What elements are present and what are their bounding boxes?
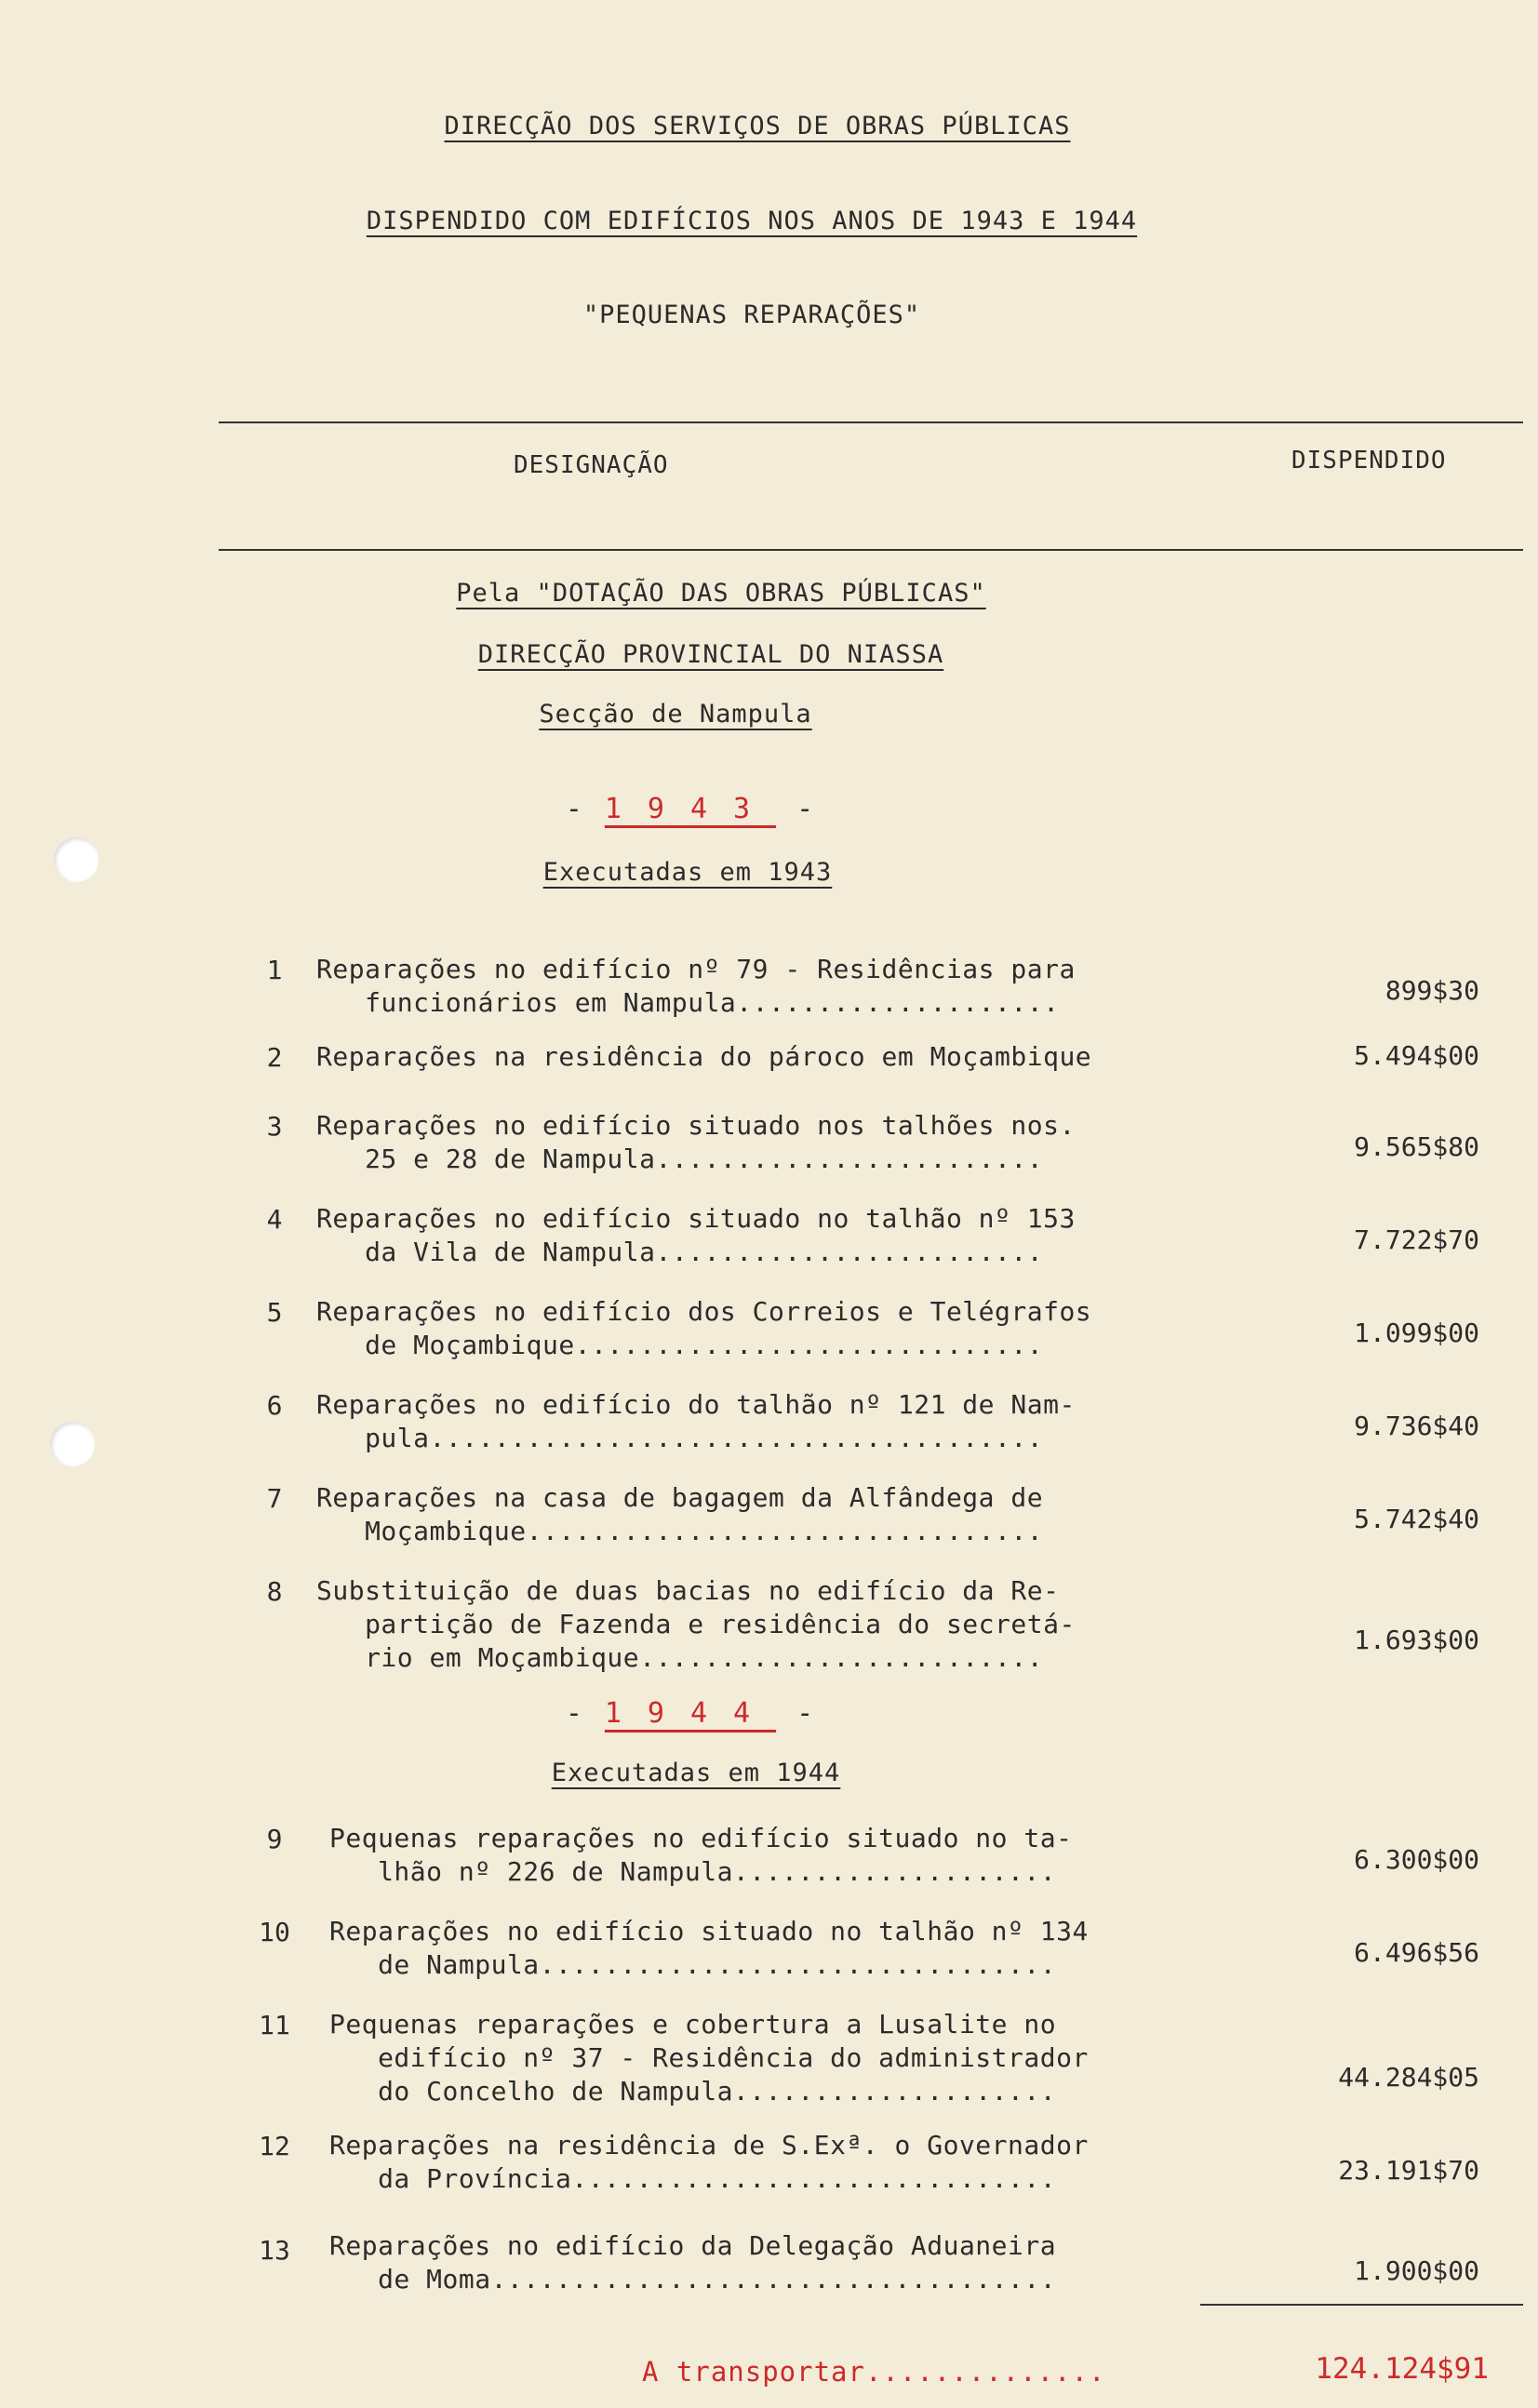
punch-hole-top [54, 837, 99, 882]
item-number: 8 [266, 1576, 283, 1607]
item-number: 10 [259, 1917, 290, 1947]
item-description: Reparações na casa de bagagem da Alfândega de Moçambique................................ [316, 1482, 1044, 1546]
item-number: 4 [266, 1204, 283, 1235]
item-amount: 6.496$56 [1354, 1937, 1479, 1968]
section-name: Secção de Nampula [539, 700, 812, 729]
item-number: 2 [266, 1042, 283, 1073]
item-description: Reparações na residência de S.Exª. o Governador da Província.............................. [329, 2130, 1089, 2194]
header-subtitle: DISPENDIDO COM EDIFÍCIOS NOS ANOS DE 1943 E 1944 [366, 207, 1138, 235]
year-heading-1944 [545, 1697, 836, 1730]
item-amount: 1.693$00 [1354, 1625, 1479, 1655]
item-number: 13 [259, 2235, 290, 2266]
item-amount: 23.191$70 [1338, 2155, 1479, 2186]
item-amount: 1.099$00 [1354, 1318, 1479, 1348]
funding-source: Pela "DOTAÇÃO DAS OBRAS PÚBLICAS" [456, 579, 986, 608]
item-amount: 1.900$00 [1354, 2255, 1479, 2286]
item-description: Reparações no edifício situado no talhão nº 134 de Nampula................................ [329, 1916, 1089, 1980]
item-number: 12 [259, 2131, 290, 2161]
item-number: 3 [266, 1111, 283, 1142]
group-subtitle-1944: Executadas em 1944 [551, 1759, 841, 1787]
dash-left: - [565, 1697, 584, 1730]
item-amount: 5.742$40 [1354, 1504, 1479, 1534]
item-description: Reparações no edifício da Delegação Aduaneira de Moma................................... [329, 2230, 1057, 2294]
item-amount: 9.565$80 [1354, 1131, 1479, 1162]
carry-forward-amount: 124.124$91 [1315, 2352, 1489, 2386]
item-amount: 5.494$00 [1354, 1040, 1479, 1071]
table-top-rule [219, 421, 1523, 423]
item-description: Reparações na residência do pároco em Moçambique [316, 1041, 1092, 1072]
item-number: 11 [259, 2010, 290, 2040]
item-amount: 44.284$05 [1338, 2062, 1479, 2093]
year-heading-1943 [545, 793, 836, 825]
item-description: Pequenas reparações e cobertura a Lusalite no edifício nº 37 - Residência do administrador do Concelho de Nampula.................... [329, 2009, 1089, 2107]
dash-right: - [796, 793, 816, 825]
item-description: Reparações no edifício situado no talhão nº 153 da Vila de Nampula........................ [316, 1203, 1076, 1267]
item-description: Substituição de duas bacias no edifício da Re- partição de Fazenda e residência do secretá- rio em Moçambique......................... [316, 1575, 1076, 1673]
table-header-rule [219, 549, 1523, 551]
item-number: 1 [266, 955, 283, 985]
item-description: Reparações no edifício nº 79 - Residências para funcionários em Nampula.................... [316, 954, 1076, 1018]
group-subtitle-1943: Executadas em 1943 [542, 858, 833, 887]
provincial-directorate: DIRECÇÃO PROVINCIAL DO NIASSA [477, 640, 944, 669]
header-title: DIRECÇÃO DOS SERVIÇOS DE OBRAS PÚBLICAS [444, 112, 1071, 140]
item-amount: 899$30 [1384, 975, 1479, 1006]
header-category: "PEQUENAS REPARAÇÕES" [582, 301, 921, 329]
item-description: Reparações no edifício situado nos talhões nos. 25 e 28 de Nampula........................ [316, 1110, 1076, 1174]
dash-left: - [565, 793, 584, 825]
dash-right: - [796, 1697, 816, 1730]
year-digits: 1943 [604, 793, 777, 825]
item-description: Pequenas reparações no edifício situado no ta- lhão nº 226 de Nampula.................... [329, 1823, 1073, 1887]
item-number: 5 [266, 1297, 283, 1328]
item-number: 6 [266, 1390, 283, 1421]
column-header-spent: DISPENDIDO [1291, 447, 1447, 475]
item-description: Reparações no edifício do talhão nº 121 de Nam- pula...................................... [316, 1389, 1076, 1453]
column-header-designation: DESIGNAÇÃO [514, 451, 669, 479]
item-amount: 7.722$70 [1354, 1224, 1479, 1255]
item-description: Reparações no edifício dos Correios e Telégrafos de Moçambique............................. [316, 1296, 1092, 1360]
item-amount: 9.736$40 [1354, 1411, 1479, 1441]
item-amount: 6.300$00 [1354, 1844, 1479, 1875]
punch-hole-bottom [50, 1422, 95, 1466]
item-number: 9 [266, 1824, 283, 1854]
item-number: 7 [266, 1483, 283, 1514]
carry-forward-label: A transportar.............. [642, 2356, 1106, 2388]
sum-rule [1200, 2304, 1523, 2306]
year-digits: 1944 [604, 1697, 777, 1730]
